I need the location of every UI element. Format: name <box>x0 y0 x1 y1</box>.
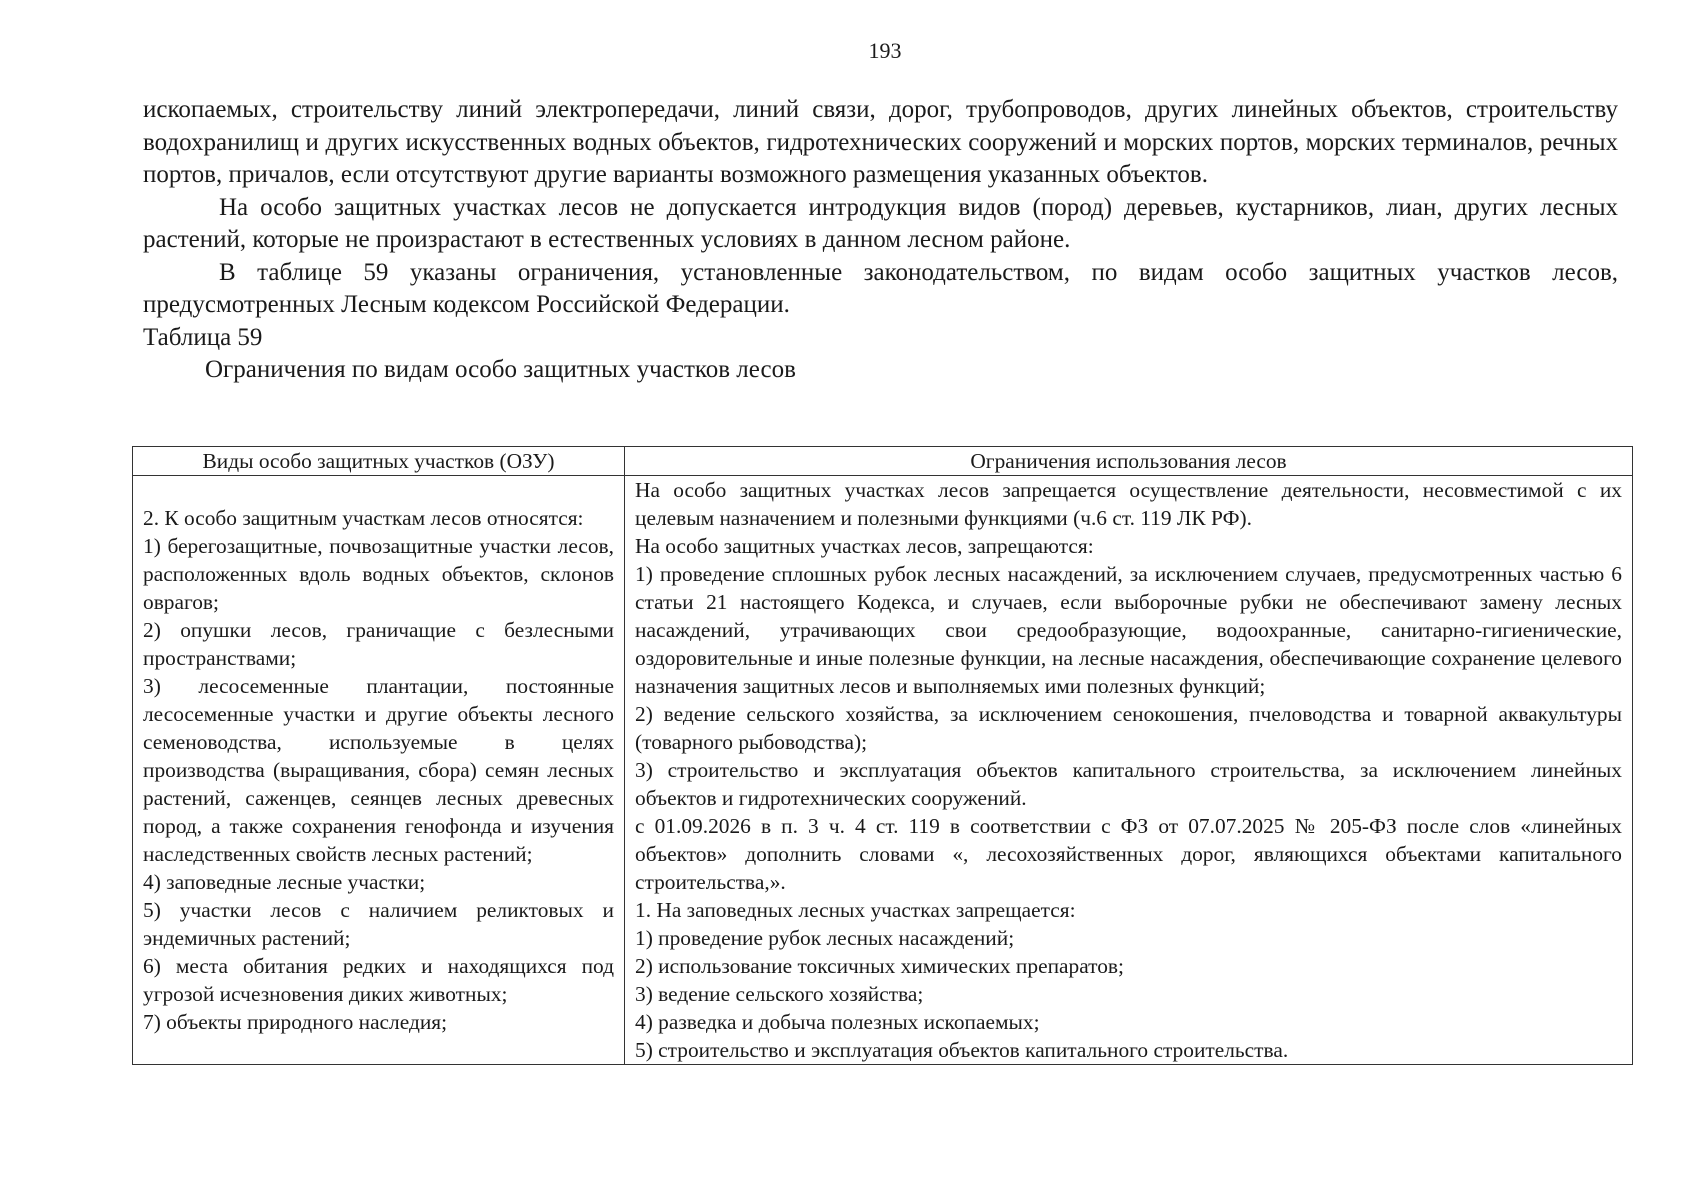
paragraph-table-reference: В таблице 59 указаны ограничения, установленные законодательством, по видам особо защитных участков лесов, предусмотренных Лесным кодексом Российской Федерации. <box>143 258 1618 318</box>
ozu-type-item: 7) объекты природного наследия; <box>143 1010 448 1034</box>
restriction-item: 2) ведение сельского хозяйства, за исключением сенокошения, пчеловодства и товарной аквакультуры (товарного рыбоводства); <box>635 702 1622 754</box>
restriction-item: 4) разведка и добыча полезных ископаемых; <box>635 1010 1040 1034</box>
ozu-type-item: 5) участки лесов с наличием реликтовых и эндемичных растений; <box>143 898 614 950</box>
restrictions-table <box>132 446 1633 1065</box>
restriction-heading: 1. На заповедных лесных участках запрещается: <box>635 898 1076 922</box>
paragraph-continuation: ископаемых, строительству линий электропередачи, линий связи, дорог, трубопроводов, других линейных объектов, строительству водохранилищ и других искусственных водных объектов, гидротехнических сооружений и морских портов, морских терминалов, речных портов, причалов, если отсутствуют другие варианты возможного размещения указанных объектов. <box>143 96 1618 188</box>
body-text <box>143 94 1618 387</box>
table-header-row <box>133 447 1633 476</box>
table-label: Таблица 59 <box>143 323 263 351</box>
table-header-ozu-types: Виды особо защитных участков (ОЗУ) <box>133 447 625 476</box>
restriction-amendment: с 01.09.2026 в п. 3 ч. 4 ст. 119 в соответствии с ФЗ от 07.07.2025 № 205-ФЗ после слов «линейных объектов» дополнить словами «, лесохозяйственных дорог, являющихся объектами капитального строительства,». <box>635 814 1622 894</box>
table-title: Ограничения по видам особо защитных участков лесов <box>205 356 796 383</box>
paragraph-introduction: На особо защитных участках лесов не допускается интродукция видов (пород) деревьев, кустарников, лиан, других лесных растений, которые не произрастают в естественных условиях в данном лесном районе. <box>143 193 1618 253</box>
table-header-restrictions: Ограничения использования лесов <box>625 447 1633 476</box>
restriction-general: На особо защитных участках лесов запрещается осуществление деятельности, несовместимой с их целевым назначением и полезными функциями (ч.6 ст. 119 ЛК РФ). <box>635 478 1622 530</box>
page-number: 193 <box>868 38 902 63</box>
ozu-type-intro: 2. К особо защитным участкам лесов относятся: <box>143 506 584 530</box>
restriction-item: 2) использование токсичных химических препаратов; <box>635 954 1124 978</box>
restriction-item: 3) ведение сельского хозяйства; <box>635 982 924 1006</box>
ozu-type-item: 3) лесосеменные плантации, постоянные лесосеменные участки и другие объекты лесного семеноводства, используемые в целях производства (выращивания, сбора) семян лесных растений, саженцев, сеянцев лесных древесных пород, а также сохранения генофонда и изучения наследственных свойств лесных растений; <box>143 674 614 866</box>
restriction-item: 1) проведение рубок лесных насаждений; <box>635 926 1015 950</box>
table-row <box>133 476 1633 1065</box>
ozu-type-item: 2) опушки лесов, граничащие с безлесными пространствами; <box>143 618 614 670</box>
cell-spacer <box>143 476 614 504</box>
ozu-type-item: 1) берегозащитные, почвозащитные участки лесов, расположенных вдоль водных объектов, склонов оврагов; <box>143 534 614 614</box>
restriction-item: 1) проведение сплошных рубок лесных насаждений, за исключением случаев, предусмотренных частью 6 статьи 21 настоящего Кодекса, и случаев, если выборочные рубки не обеспечивают замену лесных насаждений, утрачивающих свои средообразующие, водоохранные, санитарно-гигиенические, оздоровительные и иные полезные функции, на лесные насаждения, обеспечивающие сохранение целевого назначения защитных лесов и выполняемых ими полезных функций; <box>635 562 1622 698</box>
restriction-item: 3) строительство и эксплуатация объектов капитального строительства, за исключением линейных объектов и гидротехнических сооружений. <box>635 758 1622 810</box>
ozu-types-cell <box>133 476 625 1065</box>
ozu-type-item: 4) заповедные лесные участки; <box>143 870 426 894</box>
ozu-type-item: 6) места обитания редких и находящихся под угрозой исчезновения диких животных; <box>143 954 614 1006</box>
restriction-heading: На особо защитных участках лесов, запрещаются: <box>635 534 1094 558</box>
restrictions-cell <box>625 476 1633 1065</box>
restriction-item: 5) строительство и эксплуатация объектов капитального строительства. <box>635 1038 1289 1062</box>
